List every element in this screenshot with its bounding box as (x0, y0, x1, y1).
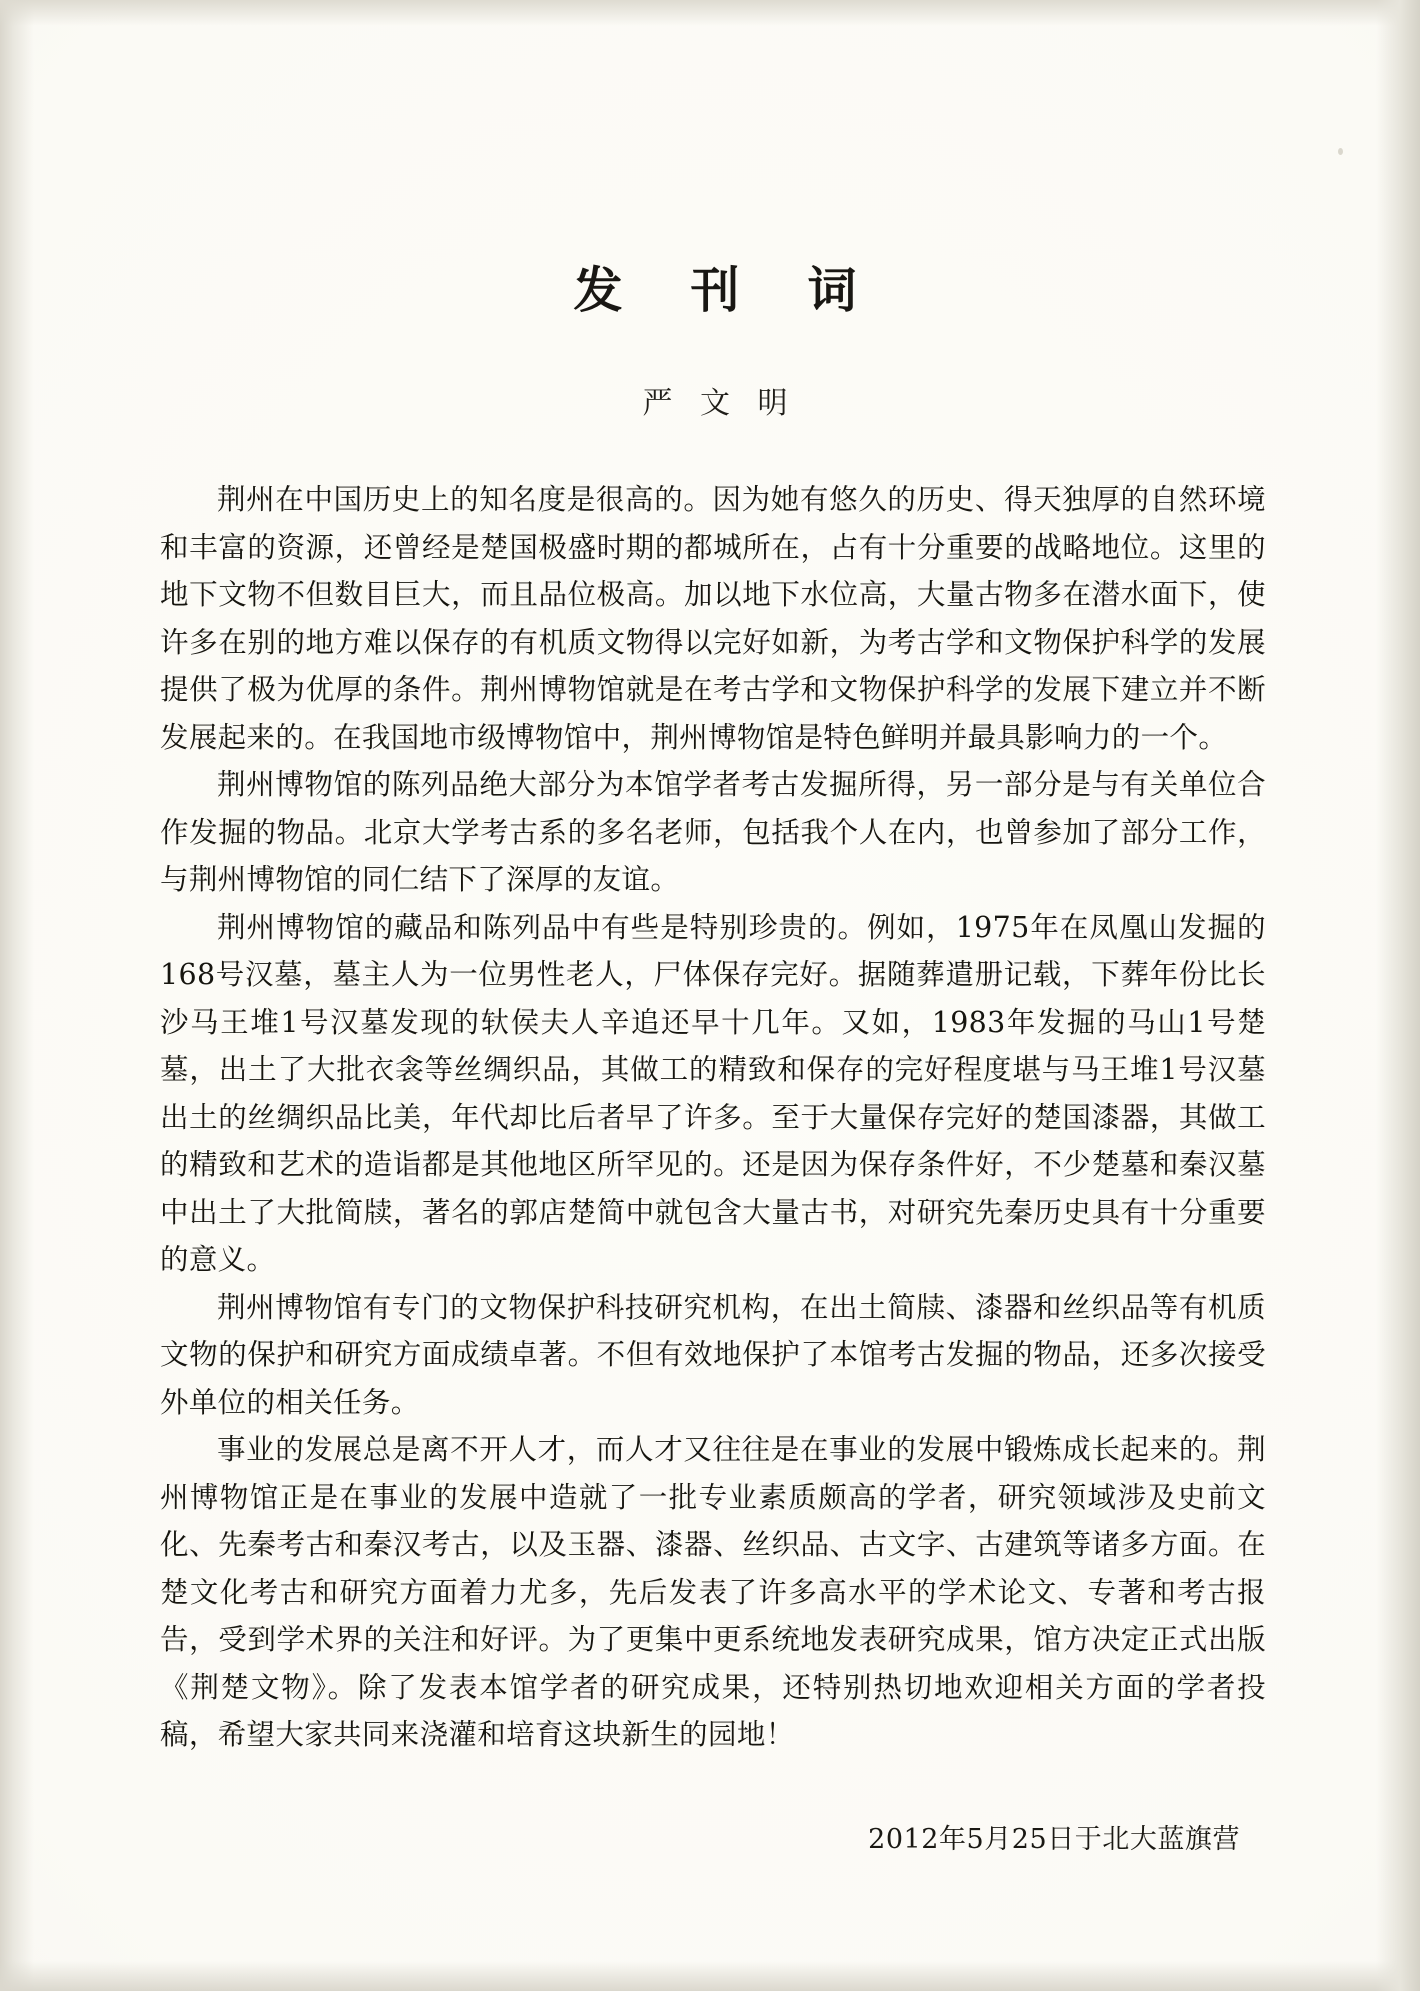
author-name: 严 文 明 (642, 386, 797, 421)
signature-date: 2012年5月25日于北大蓝旗营 (868, 1823, 1240, 1855)
page-title: 发 刊 词 (573, 261, 882, 319)
paragraph: 事业的发展总是离不开人才，而人才又往往是在事业的发展中锻炼成长起来的。荆州博物馆正是在事业的发展中造就了一批专业素质颇高的学者，研究领域涉及史前文化、先秦考古和秦汉考古，以及玉器、漆器、丝织品、古文字、古建筑等诸多方面。在楚文化考古和研究方面着力尤多，先后发表了许多高水平的学术论文、专著和考古报告，受到学术界的关注和好评。为了更集中更系统地发表研究成果，馆方决定正式出版《荆楚文物》。除了发表本馆学者的研究成果，还特别热切地欢迎相关方面的学者投稿，希望大家共同来浇灌和培育这块新生的园地！ (160, 1433, 1266, 1751)
paragraph: 荆州博物馆的藏品和陈列品中有些是特别珍贵的。例如，1975年在凤凰山发掘的168号汉墓，墓主人为一位男性老人，尸体保存完好。据随葬遣册记载，下葬年份比长沙马王堆1号汉墓发现的轪侯夫人辛追还早十几年。又如，1983年发掘的马山1号楚墓，出土了大批衣衾等丝绸织品，其做工的精致和保存的完好程度堪与马王堆1号汉墓出土的丝绸织品比美，年代却比后者早了许多。至于大量保存完好的楚国漆器，其做工的精致和艺术的造诣都是其他地区所罕见的。还是因为保存条件好，不少楚墓和秦汉墓中出土了大批简牍，著名的郭店楚简中就包含大量古书，对研究先秦历史具有十分重要的意义。 (160, 910, 1266, 1276)
scan-speck (1338, 148, 1343, 155)
page-content (150, 0, 1280, 1991)
paragraph: 荆州博物馆有专门的文物保护科技研究机构，在出土简牍、漆器和丝织品等有机质文物的保护和研究方面成绩卓著。不但有效地保护了本馆考古发掘的物品，还多次接受外单位的相关任务。 (160, 1290, 1266, 1419)
paragraph: 荆州博物馆的陈列品绝大部分为本馆学者考古发掘所得，另一部分是与有关单位合作发掘的物品。北京大学考古系的多名老师，包括我个人在内，也曾参加了部分工作，与荆州博物馆的同仁结下了深厚的友谊。 (160, 768, 1266, 896)
paragraph: 荆州在中国历史上的知名度是很高的。因为她有悠久的历史、得天独厚的自然环境和丰富的资源，还曾经是楚国极盛时期的都城所在，占有十分重要的战略地位。这里的地下文物不但数目巨大，而且品位极高。加以地下水位高，大量古物多在潜水面下，使许多在别的地方难以保存的有机质文物得以完好如新，为考古学和文物保护科学的发展提供了极为优厚的条件。荆州博物馆就是在考古学和文物保护科学的发展下建立并不断发展起来的。在我国地市级博物馆中，荆州博物馆是特色鲜明并最具影响力的一个。 (160, 483, 1266, 754)
article-body (150, 422, 1280, 1759)
